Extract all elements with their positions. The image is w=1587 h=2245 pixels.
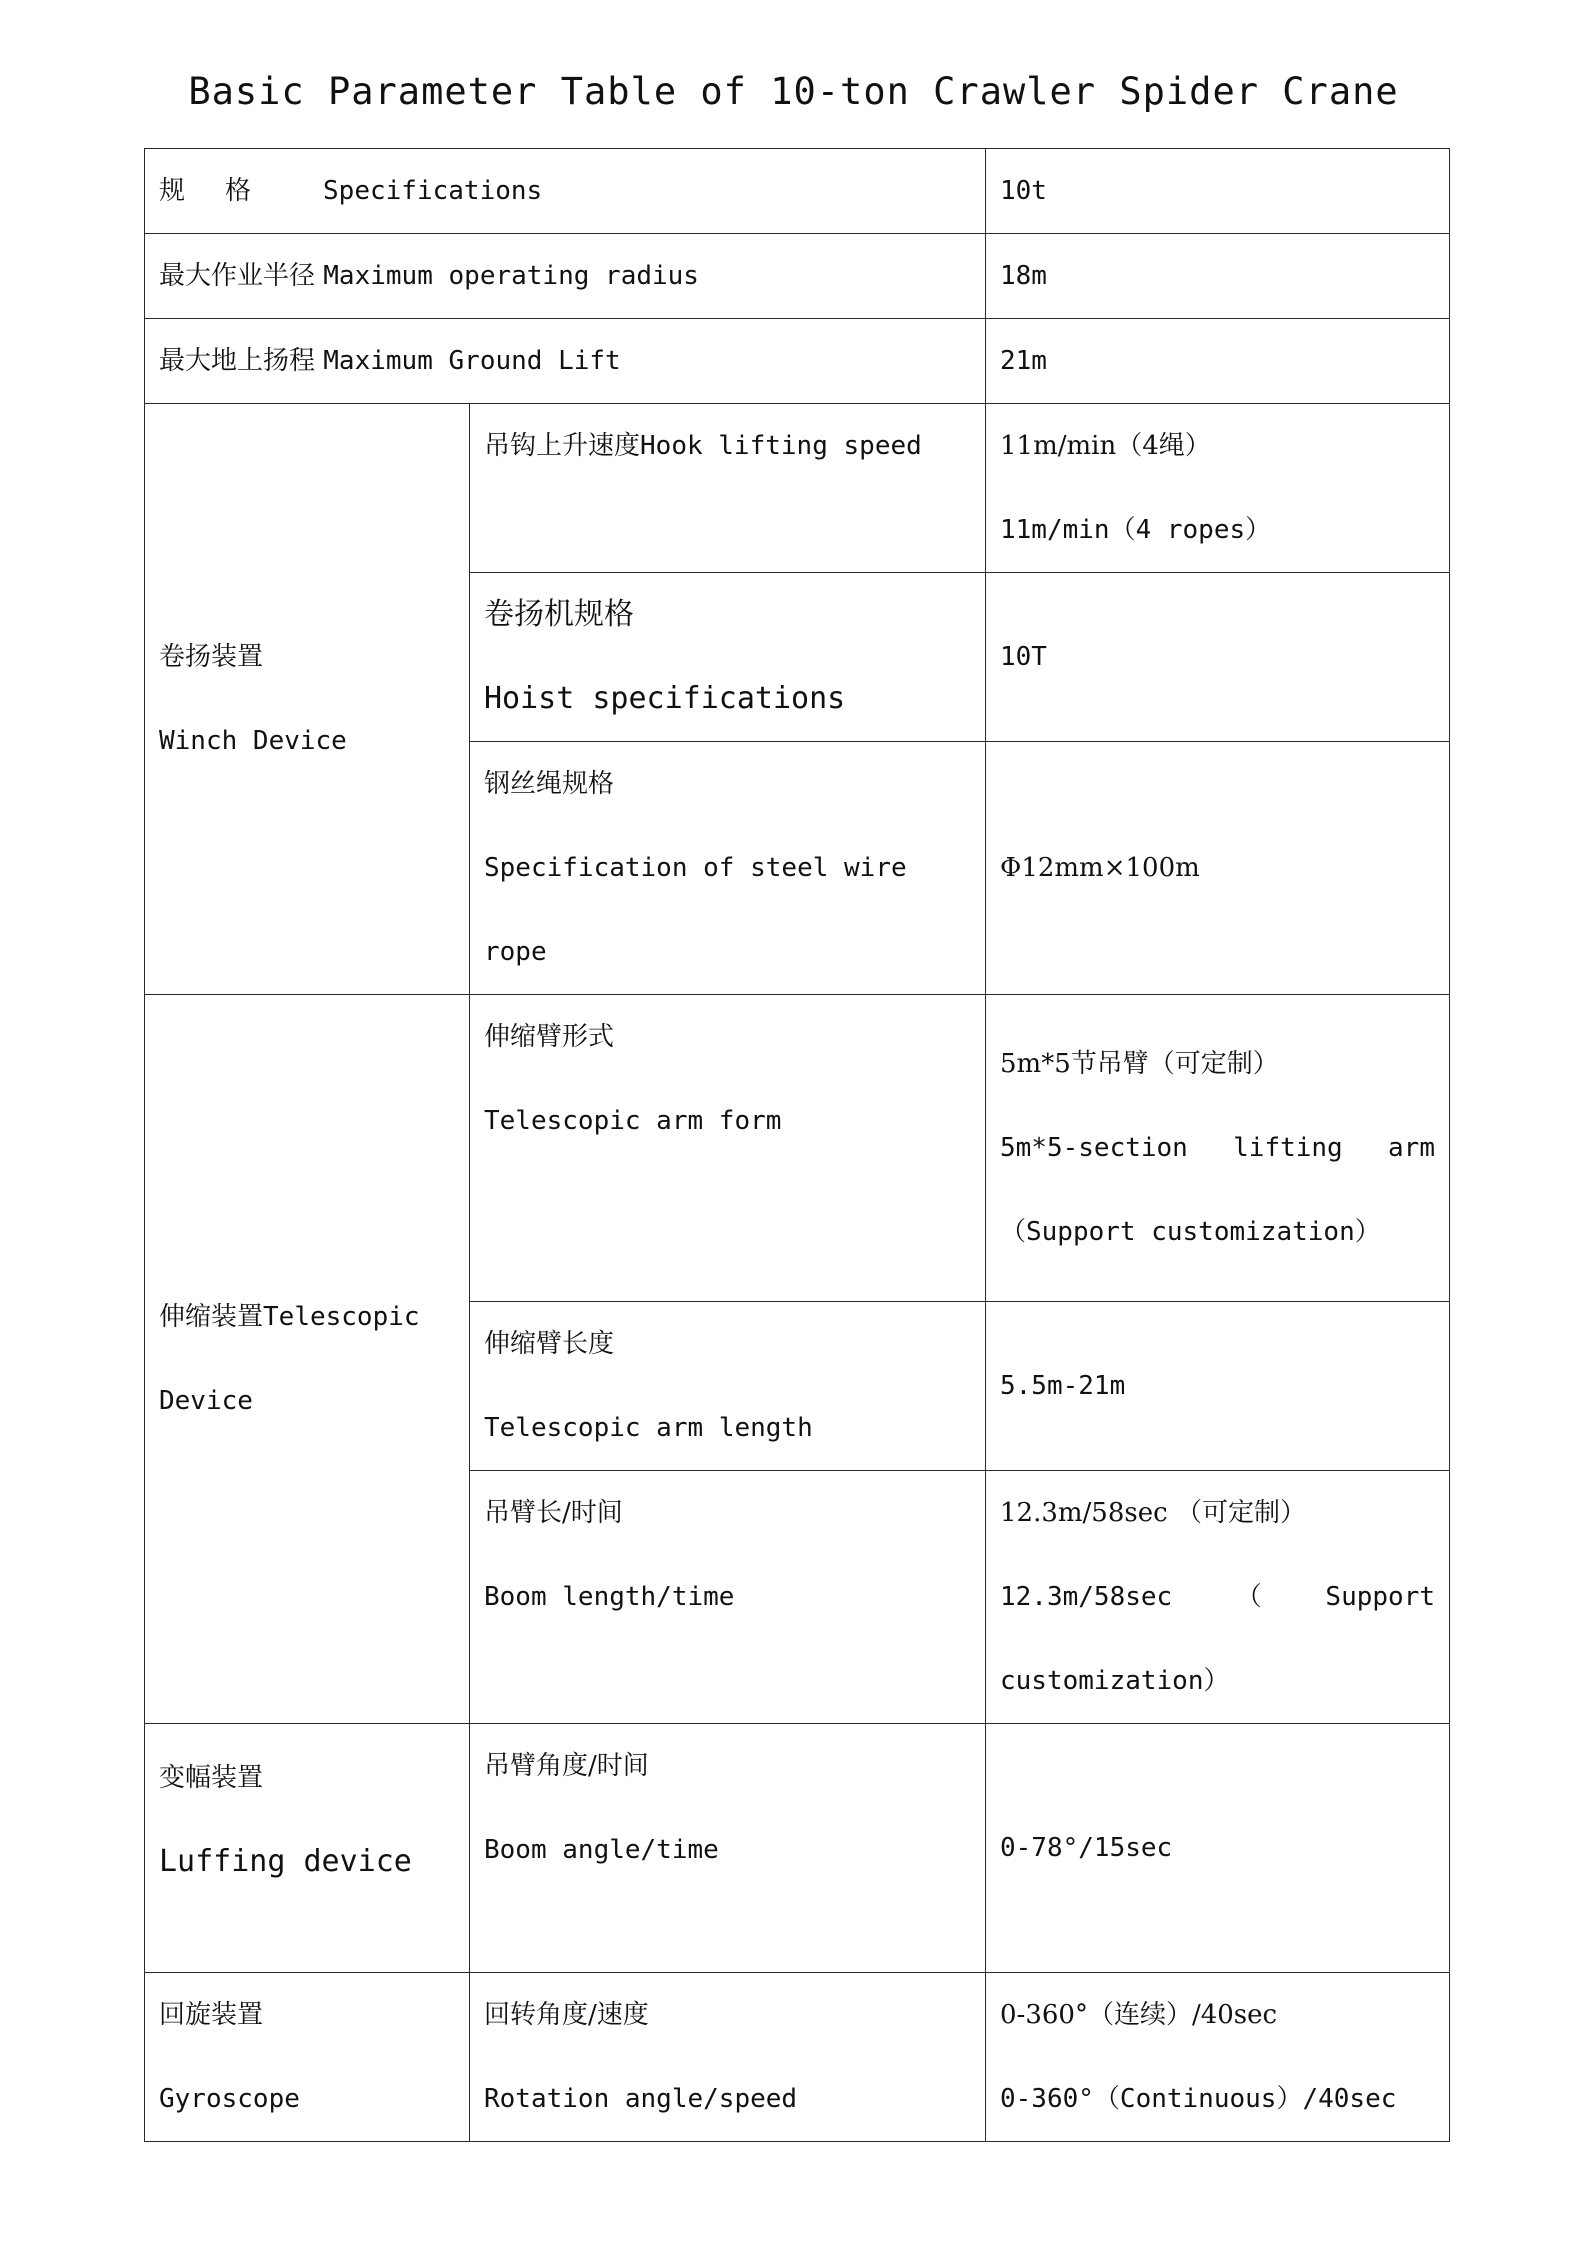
rotation-value-cell — [986, 1973, 1450, 2142]
rotation-label-en: Rotation angle/speed — [484, 2084, 798, 2114]
arm-form-label-cell — [470, 995, 986, 1302]
specifications-label-cn-a: 规 — [159, 176, 186, 206]
specifications-value: 10t — [986, 149, 1450, 234]
table-row-max-ground-lift — [145, 319, 1450, 404]
steel-wire-rope-value-cell — [986, 742, 1450, 995]
max-radius-label-cell — [145, 234, 986, 319]
hook-speed-label-cell — [470, 404, 986, 573]
hook-speed-label-cn: 吊钩上升速度 — [484, 431, 641, 461]
steel-wire-rope-value: Φ12mm×100m — [1000, 853, 1200, 883]
hook-speed-value-cn: 11m/min（4绳） — [1000, 431, 1211, 461]
arm-length-label-en: Telescopic arm length — [484, 1413, 813, 1443]
boom-length-value-en-line2: customization） — [1000, 1666, 1230, 1696]
steel-wire-rope-label-cell — [470, 742, 986, 995]
steel-wire-rope-label-cn: 钢丝绳规格 — [484, 769, 615, 799]
boom-angle-label-cell — [470, 1724, 986, 1973]
hoist-spec-label-cell — [470, 573, 986, 742]
table-row-arm-form — [145, 995, 1450, 1302]
telescopic-device-group — [145, 995, 470, 1724]
table-row-boom-angle — [145, 1724, 1450, 1973]
max-ground-lift-label-cell — [145, 319, 986, 404]
hook-speed-label-en: Hook lifting speed — [640, 431, 922, 461]
boom-angle-label-en: Boom angle/time — [484, 1835, 719, 1865]
arm-form-label-cn: 伸缩臂形式 — [484, 1022, 615, 1052]
page-title: Basic Parameter Table of 10-ton Crawler Spider Crane — [188, 70, 1399, 113]
gyroscope-group — [145, 1973, 470, 2142]
boom-length-value-cn: 12.3m/58sec （可定制） — [1000, 1498, 1306, 1528]
boom-angle-value-cell — [986, 1724, 1450, 1973]
table-row-max-radius — [145, 234, 1450, 319]
boom-length-value-en: 12.3m/58sec （ Support — [1000, 1582, 1435, 1612]
steel-wire-rope-label-en: Specification of steel wire rope — [484, 853, 907, 967]
arm-form-label-en: Telescopic arm form — [484, 1106, 782, 1136]
boom-length-label-cell — [470, 1471, 986, 1724]
luffing-device-name-cn: 变幅装置 — [159, 1763, 264, 1793]
arm-length-label-cell — [470, 1302, 986, 1471]
telescopic-device-name-en-b: Device — [159, 1386, 253, 1416]
boom-angle-value: 0-78°/15sec — [1000, 1833, 1173, 1863]
max-radius-label-cn: 最大作业半径 — [159, 261, 316, 291]
specifications-label-cn-b: 格 — [225, 176, 252, 206]
arm-form-value-en: 5m*5-section lifting arm — [1000, 1133, 1435, 1163]
boom-length-value-cell — [986, 1471, 1450, 1724]
rotation-label-cn: 回转角度/速度 — [484, 2000, 649, 2030]
hook-speed-value-cell — [986, 404, 1450, 573]
arm-form-value-cn: 5m*5节吊臂（可定制） — [1000, 1049, 1279, 1079]
table-row-rotation — [145, 1973, 1450, 2142]
max-radius-value: 18m — [986, 234, 1450, 319]
table-row-specifications — [145, 149, 1450, 234]
rotation-value-cn: 0-360°（连续）/40sec — [1000, 2000, 1278, 2030]
specifications-label-cell — [145, 149, 986, 234]
boom-angle-label-cn: 吊臂角度/时间 — [484, 1751, 649, 1781]
luffing-device-name-en: Luffing device — [159, 1844, 412, 1879]
max-radius-label-en: Maximum operating radius — [323, 261, 699, 291]
arm-form-value-en-line2: （Support customization） — [1000, 1217, 1381, 1247]
hoist-spec-value-cell — [986, 573, 1450, 742]
arm-length-value: 5.5m-21m — [1000, 1371, 1126, 1401]
arm-length-label-cn: 伸缩臂长度 — [484, 1329, 615, 1359]
rotation-label-cell — [470, 1973, 986, 2142]
telescopic-device-name-en-a: Telescopic — [263, 1302, 420, 1332]
table-row-hook-speed — [145, 404, 1450, 573]
gyroscope-name-cn: 回旋装置 — [159, 2000, 264, 2030]
winch-device-name-en: Winch Device — [159, 726, 347, 756]
hoist-spec-value: 10T — [1000, 642, 1047, 672]
boom-length-label-cn: 吊臂长/时间 — [484, 1498, 623, 1528]
boom-length-label-en: Boom length/time — [484, 1582, 735, 1612]
winch-device-group — [145, 404, 470, 995]
winch-device-name-cn: 卷扬装置 — [159, 642, 264, 672]
hoist-spec-label-en: Hoist specifications — [484, 681, 846, 716]
arm-form-value-cell — [986, 995, 1450, 1302]
rotation-value-en: 0-360°（Continuous）/40sec — [1000, 2084, 1397, 2114]
hook-speed-value-en: 11m/min（4 ropes） — [1000, 515, 1272, 545]
hoist-spec-label-cn: 卷扬机规格 — [484, 597, 634, 632]
luffing-device-group — [145, 1724, 470, 1973]
parameter-table — [144, 148, 1450, 2142]
max-ground-lift-label-en: Maximum Ground Lift — [323, 346, 621, 376]
specifications-label-en: Specifications — [323, 176, 543, 206]
arm-length-value-cell — [986, 1302, 1450, 1471]
max-ground-lift-value: 21m — [986, 319, 1450, 404]
telescopic-device-name-cn: 伸缩装置 — [159, 1302, 264, 1332]
max-ground-lift-label-cn: 最大地上扬程 — [159, 346, 316, 376]
gyroscope-name-en: Gyroscope — [159, 2084, 300, 2114]
